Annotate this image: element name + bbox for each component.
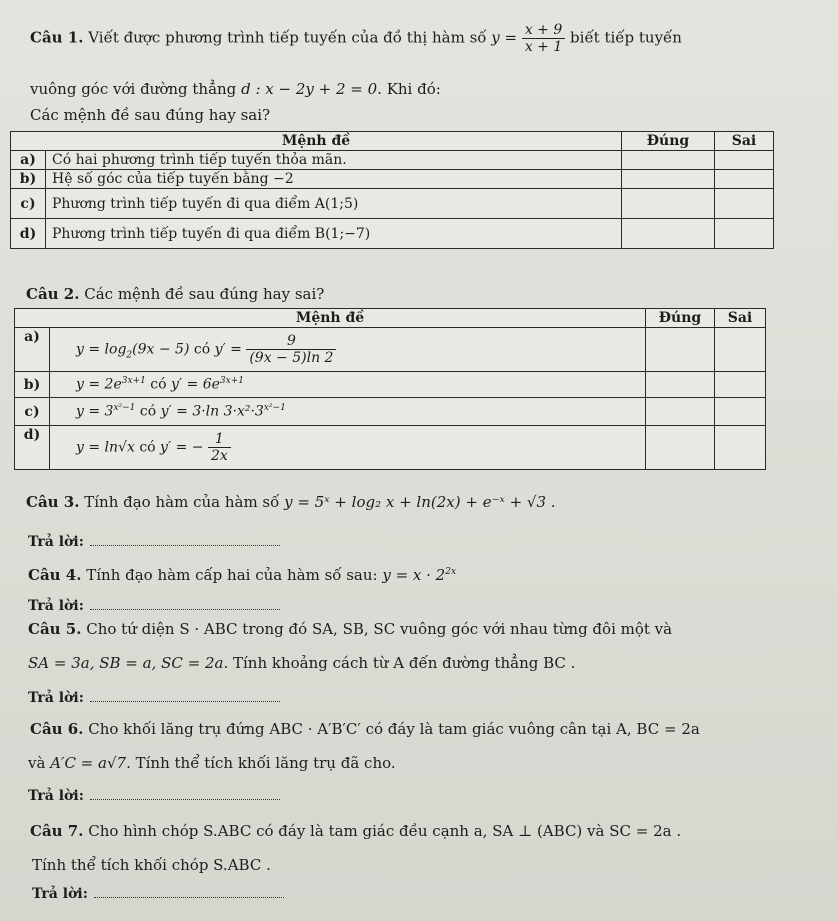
q1-line2 (30, 80, 441, 98)
q2-d-num: 1 (208, 431, 231, 448)
q1-line2-text: vuông góc với đường thẳng (30, 80, 237, 98)
row-text: Phương trình tiếp tuyến đi qua điểm A(1;5) (46, 189, 622, 219)
q1-prompt: Các mệnh đề sau đúng hay sai? (30, 106, 271, 124)
table-row (11, 189, 774, 219)
q1-line2-math: d : x − 2y + 2 = 0 (241, 80, 378, 98)
q2-a-den: (9x − 5)ln 2 (249, 350, 334, 366)
q4-answer (28, 598, 280, 614)
q2-row-d-statement (50, 426, 646, 470)
q2-row-a-statement (50, 328, 646, 372)
true-cell[interactable] (646, 328, 715, 372)
q7-line2: Tính thể tích khối chóp S.ABC . (32, 856, 271, 874)
true-cell[interactable] (622, 219, 715, 249)
q4-label: Câu 4. (28, 566, 82, 584)
q2-row-b-statement (50, 372, 646, 398)
q5-answer-blank[interactable] (90, 701, 280, 702)
q2-a-co: có (193, 341, 211, 358)
false-cell[interactable] (715, 398, 766, 426)
q7-line1-text: Cho hình chóp S.ABC có đáy là tam giác đều cạnh a, SA ⊥ (ABC) và SC = 2a . (88, 822, 682, 840)
q2-b-co: có (150, 376, 167, 393)
q3-answer (28, 534, 280, 550)
q4-exp: 2x (445, 567, 457, 577)
table-row (15, 426, 766, 470)
table-row (11, 151, 774, 170)
row-label: d) (11, 219, 46, 249)
q4-line (28, 566, 456, 584)
q1-text-a: Viết được phương trình tiếp tuyến của đồ thị hàm số (88, 28, 487, 47)
q7-label: Câu 7. (30, 822, 84, 840)
table-row (11, 170, 774, 189)
q2-b-exp: 3x+1 (121, 376, 146, 387)
q2-c-fn: y = 3 (76, 403, 114, 420)
true-cell[interactable] (622, 189, 715, 219)
q2-a-base: 2 (126, 350, 133, 361)
false-cell[interactable] (715, 189, 774, 219)
q3-label: Câu 3. (26, 493, 80, 511)
q2-d-fn: y = ln√x (76, 439, 135, 456)
row-label: c) (11, 189, 46, 219)
q6-answer-label: Trả lời: (28, 788, 84, 804)
table-row (15, 372, 766, 398)
q2-a-deriv: y′ = (214, 341, 242, 358)
q2-b-fn: y = 2e (76, 376, 122, 393)
q2-b-dexp: 3x+1 (219, 376, 244, 387)
q5-line1-text: Cho tứ diện S · ABC trong đó SA, SB, SC vuông góc với nhau từng đôi một và (86, 620, 673, 638)
true-cell[interactable] (622, 170, 715, 189)
q2-b-deriv: y′ = 6e (171, 376, 220, 393)
q5-line2 (28, 654, 575, 672)
q2-d-co: có (139, 439, 156, 456)
q2-a-fraction (246, 333, 336, 366)
q5-line2-math: SA = 3a, SB = a, SC = 2a (28, 654, 224, 672)
q6-answer (28, 788, 280, 804)
false-cell[interactable] (715, 426, 766, 470)
q2-d-deriv: y′ = − (160, 439, 204, 456)
q7-answer-blank[interactable] (94, 897, 284, 898)
q2-c-exp: x²−1 (113, 403, 136, 414)
q1-fn-den: x + 1 (524, 39, 563, 56)
q2-d-fraction (208, 431, 231, 464)
row-text: Hệ số góc của tiếp tuyến bằng −2 (46, 170, 622, 189)
q2-label: Câu 2. (26, 285, 80, 303)
q1-line2-end: . Khi đó: (377, 80, 441, 98)
q2-heading (26, 285, 324, 303)
q2-a-fn: y = log (76, 341, 127, 358)
q6-answer-blank[interactable] (90, 799, 280, 800)
q1-fraction (522, 22, 565, 55)
q2-c-co: có (139, 403, 157, 420)
q2-table-header (15, 309, 766, 328)
q1-text-b: biết tiếp tuyến (570, 28, 682, 47)
q3-answer-blank[interactable] (90, 545, 280, 546)
false-cell[interactable] (715, 151, 774, 170)
q7-answer (32, 886, 284, 902)
q2-header-true: Đúng (646, 309, 715, 328)
q6-line2-math: A′C = a√7 (50, 754, 127, 772)
q2-a-arg: (9x − 5) (132, 341, 190, 358)
q1-table-header (11, 132, 774, 151)
row-label: a) (11, 151, 46, 170)
q2-row-c-statement (50, 398, 646, 426)
row-label: d) (15, 426, 50, 470)
q6-line1 (30, 720, 700, 738)
q3-math: y = 5ˣ + log₂ x + ln(2x) + e⁻ˣ + √3 . (284, 493, 556, 511)
true-cell[interactable] (622, 151, 715, 170)
q6-line2 (28, 754, 396, 772)
q3-answer-label: Trả lời: (28, 534, 84, 550)
q2-c-deriv: y′ = 3·ln 3·x²·3 (160, 403, 264, 420)
true-cell[interactable] (646, 398, 715, 426)
table-row (15, 398, 766, 426)
q2-d-den: 2x (210, 448, 228, 464)
q1-fn-lhs: y = (491, 28, 518, 47)
false-cell[interactable] (715, 328, 766, 372)
q5-line1 (28, 620, 672, 638)
q2-header-false: Sai (715, 309, 766, 328)
q6-label: Câu 6. (30, 720, 84, 738)
false-cell[interactable] (715, 372, 766, 398)
true-cell[interactable] (646, 372, 715, 398)
q6-line2-a: và (28, 754, 46, 772)
q2-c-dexp: x²−1 (263, 403, 286, 414)
q5-line2-text: . Tính khoảng cách từ A đến đường thẳng BC . (223, 654, 576, 672)
q1-header-false: Sai (715, 132, 774, 151)
false-cell[interactable] (715, 170, 774, 189)
q1-table (10, 131, 774, 249)
q5-answer (28, 690, 280, 706)
q4-math: y = x · 2 (382, 566, 446, 584)
table-row (15, 328, 766, 372)
q2-table (14, 308, 766, 470)
q4-answer-label: Trả lời: (28, 598, 84, 614)
q6-line1-text: Cho khối lăng trụ đứng ABC · A′B′C′ có đáy là tam giác vuông cân tại A, BC = 2a (88, 720, 700, 738)
row-label: b) (15, 372, 50, 398)
q4-answer-blank[interactable] (90, 609, 280, 610)
q1-label: Câu 1. (30, 28, 84, 47)
q7-line1 (30, 822, 681, 840)
q1-header-true: Đúng (622, 132, 715, 151)
q6-line2-text: . Tính thể tích khối lăng trụ đã cho. (126, 754, 396, 772)
q4-text: Tính đạo hàm cấp hai của hàm số sau: (86, 566, 378, 584)
q1-line1 (30, 22, 682, 55)
q2-prompt: Các mệnh đề sau đúng hay sai? (84, 285, 325, 303)
true-cell[interactable] (646, 426, 715, 470)
q3-line (26, 493, 556, 511)
q1-fn-num: x + 9 (522, 22, 565, 39)
q2-a-num: 9 (246, 333, 336, 350)
false-cell[interactable] (715, 219, 774, 249)
q5-answer-label: Trả lời: (28, 690, 84, 706)
q7-answer-label: Trả lời: (32, 886, 88, 902)
q3-text: Tính đạo hàm của hàm số (84, 493, 280, 511)
row-text: Có hai phương trình tiếp tuyến thỏa mãn. (46, 151, 622, 170)
row-label: a) (15, 328, 50, 372)
row-label: b) (11, 170, 46, 189)
q5-label: Câu 5. (28, 620, 82, 638)
row-label: c) (15, 398, 50, 426)
q1-header-statement: Mệnh đề (11, 132, 622, 151)
row-text: Phương trình tiếp tuyến đi qua điểm B(1;−7) (46, 219, 622, 249)
table-row (11, 219, 774, 249)
q2-header-statement: Mệnh đề (15, 309, 646, 328)
